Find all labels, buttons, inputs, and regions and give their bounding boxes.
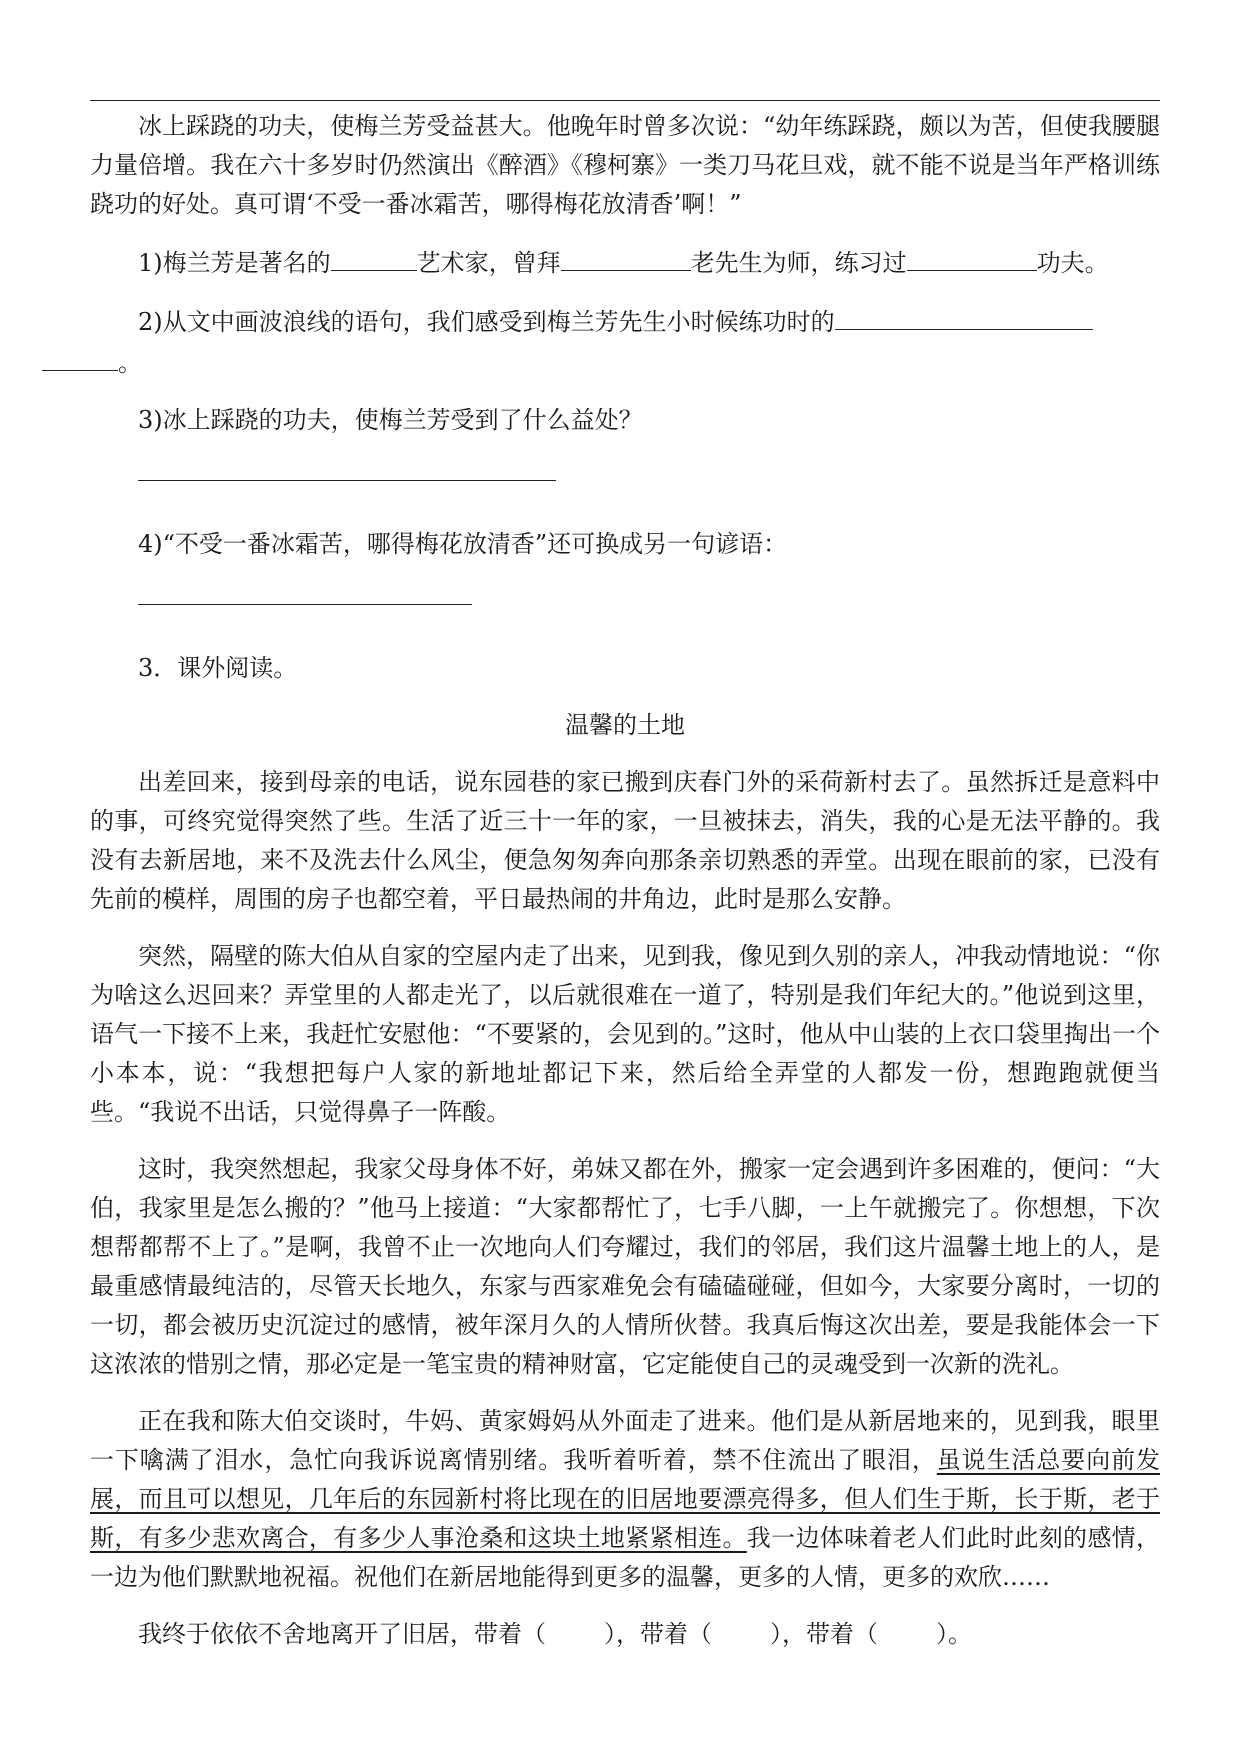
article-paragraph-2: 突然，隔壁的陈大伯从自家的空屋内走了出来，见到我，像见到久别的亲人，冲我动情地说：“你为啥这么迟回来？弄堂里的人都走光了，以后就很难在一道了，特别是我们年纪大的。”他说到这里，语气一下接不上来，我赶忙安慰他：“不要紧的，会见到的。”这时，他从中山装的上衣口袋里掏出一个小本本，说：“我想把每户人家的新地址都记下来，然后给全弄堂的人都发一份，想跑跑就便当些。“我说不出话，只觉得鼻子一阵酸。 — [90, 942, 1160, 1126]
section-heading: 3．课外阅读。 — [138, 654, 298, 682]
final-sentence: 我终于依依不舍地离开了旧居，带着（ ），带着（ ），带着（ ）。 — [138, 1620, 972, 1648]
article-paragraph-3: 这时，我突然想起，我家父母身体不好，弟妹又都在外，搬家一定会遇到许多困难的，便问：“大伯，我家里是怎么搬的？”他马上接道：“大家都帮忙了，七手八脚，一上午就搬完了。你想想，下次想帮都帮不上了。”是啊，我曾不止一次地向人们夸耀过，我们的邻居，我们这片温馨土地上的人，是最重感情最纯洁的，尽管天长地久，东家与西家难免会有磕磕碰碰，但如今，大家要分离时，一切的一切，都会被历史沉淀过的感情，被年深月久的人情所伙替。我真后悔这次出差，要是我能体会一下这浓浓的惜别之情，那必定是一笔宝贵的精神财富，它定能使自己的灵魂受到一次新的洗礼。 — [90, 1155, 1160, 1378]
q3-answer-line[interactable] — [138, 458, 556, 481]
q2-blank-a[interactable] — [835, 301, 1093, 330]
question-4: 4)“不受一番冰霜苦，哪得梅花放清香”还可换成另一句谚语： — [138, 530, 788, 558]
q4-answer-line[interactable] — [138, 582, 472, 605]
article-paragraph-4: 正在我和陈大伯交谈时，牛妈、黄家姆妈从外面走了进来。他们是从新居地来的，见到我，眼里一下噙满了泪水，急忙向我诉说离情别绪。我听着听着，禁不住流出了眼泪，虽说生活总要向前发展，而且可以想见，几年后的东园新村将比现在的旧居地要漂亮得多，但人们生于斯，长于斯，老于斯，有多少悲欢离合，有多少人事沧桑和这块土地紧紧相连。我一边体味着老人们此时此刻的感情，一边为他们默默地祝福。祝他们在新居地能得到更多的温馨，更多的人情，更多的欢欣…… — [90, 1407, 1161, 1591]
question-1: 1)梅兰芳是著名的 艺术家，曾拜 老先生为师，练习过 功夫。 — [90, 242, 1160, 283]
q1-blank-1[interactable] — [331, 242, 417, 271]
article-title: 温馨的土地 — [565, 711, 685, 739]
question-3: 3)冰上踩跷的功夫，使梅兰芳受到了什么益处？ — [138, 406, 643, 434]
passage-paragraph: 冰上踩跷的功夫，使梅兰芳受益甚大。他晚年时曾多次说：“幼年练踩跷，颇以为苦，但使我腰腿力量倍增。我在六十多岁时仍然演出《醉酒》《穆柯寨》一类刀马花旦戏，就不能不说是当年严格训练跷功的好处。真可谓‘不受一番冰霜苦，哪得梅花放清香’啊！” — [90, 112, 1160, 218]
question-2: 2)从文中画波浪线的语句，我们感受到梅兰芳先生小时候练功时的 。 — [90, 301, 1160, 383]
q1-blank-3[interactable] — [907, 242, 1037, 271]
q2-blank-b[interactable] — [42, 342, 118, 371]
underlined-sentence: 虽说生活总要向前发展，而且可以想见，几年后的东园新村将比现在的旧居地要漂亮得多，但人们生于斯，长于斯，老于斯，有多少悲欢离合，有多少人事沧桑和这块土地紧紧相连。 — [90, 1446, 1161, 1552]
top-rule — [90, 100, 1160, 101]
q1-blank-2[interactable] — [561, 242, 691, 271]
article-paragraph-1: 出差回来，接到母亲的电话，说东园巷的家已搬到庆春门外的采荷新村去了。虽然拆迁是意料中的事，可终究觉得突然了些。生活了近三十一年的家，一旦被抹去，消失，我的心是无法平静的。我没有去新居地，来不及洗去什么风尘，便急匆匆奔向那条亲切熟悉的弄堂。出现在眼前的家，已没有先前的模样，周围的房子也都空着，平日最热闹的井角边，此时是那么安静。 — [90, 768, 1160, 913]
document-page — [90, 100, 1160, 1672]
